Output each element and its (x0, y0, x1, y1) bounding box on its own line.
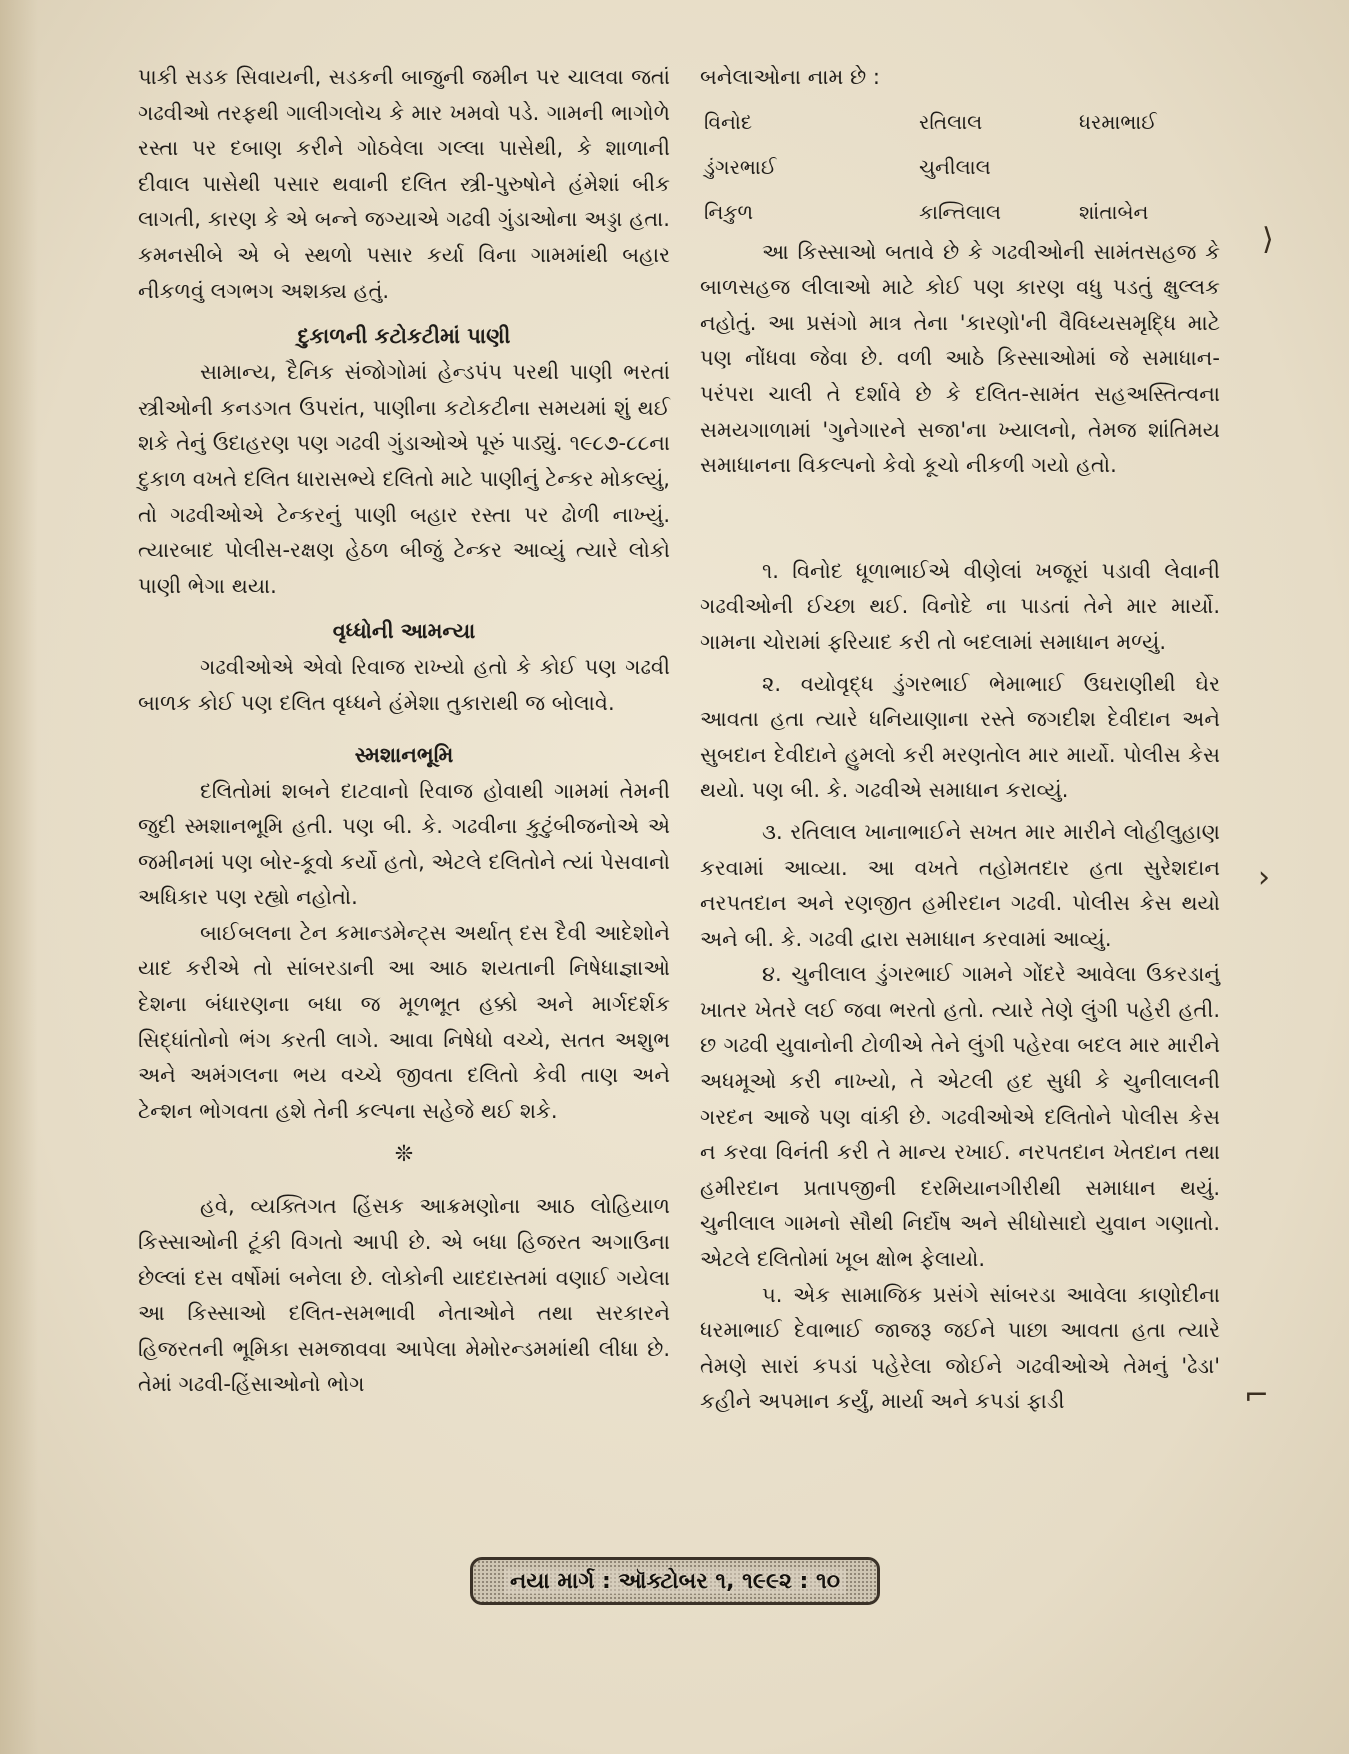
page-edge-shadow (0, 0, 38, 1754)
case-3: ૩. રતિલાલ ખાનાભાઈને સખત માર મારીને લોહીલુહાણ કરવામાં આવ્યા. આ વખતે તહોમતદાર હતા સુરેશદાન નરપતદાન અને રણજીત હમીરદાન ગઢવી. પોલીસ કેસ થયો અને બી. કે. ગઢવી દ્વારા સમાધાન કરવામાં આવ્યું. (700, 819, 1220, 951)
paragraph: ગઢવીઓએ એવો રિવાજ રાખ્યો હતો કે કોઈ પણ ગઢવી બાળક કોઈ પણ દલિત વૃધ્ધને હંમેશા તુકારાથી જ બોલાવે. (138, 655, 670, 715)
victim-name: ધરમાભાઈ (1079, 109, 1157, 134)
paragraph: સામાન્ય, દૈનિક સંજોગોમાં હેન્ડપંપ પરથી પાણી ભરતાં સ્ત્રીઓની કનડગત ઉપરાંત, પાણીના કટોકટીના સમયમાં શું થઈ શકે તેનું ઉદાહરણ પણ ગઢવી ગુંડાઓએ પૂરું પાડ્યું. ૧૯૮૭-૮૮ના દુકાળ વખતે દલિત ધારાસભ્યે દલિતો માટે પાણીનું ટેન્કર મોકલ્યું, તો ગઢવીઓએ ટેન્કરનું પાણી બહાર રસ્તા પર ઢોળી નાખ્યું. ત્યારબાદ પોલીસ-રક્ષણ હેઠળ બીજું ટેન્કર આવ્યું ત્યારે લોકો પાણી ભેગા થયા. (138, 360, 670, 598)
victim-name: ચુનીલાલ (919, 154, 991, 179)
victim-name: કાન્તિલાલ (919, 199, 1001, 224)
margin-pencil-mark: ⟩ (1262, 222, 1274, 257)
section-heading-water: દુકાળની કટોકટીમાં પાણી (297, 324, 511, 349)
section-heading-cremation-ground: સ્મશાનભૂમિ (354, 742, 454, 767)
right-column (700, 60, 1220, 1420)
case-1: ૧. વિનોદ ધૂળાભાઈએ વીણેલાં ખજૂરાં પડાવી લેવાની ગઢવીઓની ઈચ્છા થઈ. વિનોદે ના પાડતાં તેને માર માર્યો. ગામના ચોરામાં ફરિયાદ કરી તો બદલામાં સમાધાન મળ્યું. (700, 558, 1220, 654)
left-column (138, 60, 670, 1403)
paragraph: હવે, વ્યક્તિગત હિંસક આક્રમણોના આઠ લોહિયાળ કિસ્સાઓની ટૂંકી વિગતો આપી છે. એ બધા હિજરત અગાઉના છેલ્લાં દસ વર્ષોમાં બનેલા છે. લોકોની યાદદાસ્તમાં વણાઈ ગયેલા આ કિસ્સાઓ દલિત-સમભાવી નેતાઓને તથા સરકારને હિજરતની ભૂમિકા સમજાવવા આપેલા મેમોરન્ડમમાંથી લીધા છે. તેમાં ગઢવી-હિંસાઓનો ભોગ (138, 1194, 670, 1397)
margin-pencil-mark: › (1258, 860, 1270, 895)
section-divider-star-icon: ❊ (394, 1142, 414, 1168)
paragraph: આ કિસ્સાઓ બતાવે છે કે ગઢવીઓની સામંતસહજ કે બાળસહજ લીલાઓ માટે કોઈ પણ કારણ વધુ પડતું ક્ષુલ્લક નહોતું. આ પ્રસંગો માત્ર તેના 'કારણો'ની વૈવિધ્યસમૃદ્ધિ માટે પણ નોંધવા જેવા છે. વળી આઠે કિસ્સાઓમાં જે સમાધાન-પરંપરા ચાલી તે દર્શાવે છે કે દલિત-સામંત સહઅસ્તિત્વના સમયગાળામાં 'ગુનેગારને સજા'ના ખ્યાલનો, તેમજ શાંતિમય સમાધાનના વિકલ્પનો કેવો કૂચો નીકળી ગયો હતો. (700, 239, 1220, 478)
footer-page-label (470, 1557, 880, 1605)
margin-pencil-mark: ⌐ (1244, 1378, 1270, 1413)
victim-name: રતિલાલ (919, 109, 983, 134)
paragraph: દલિતોમાં શબને દાટવાનો રિવાજ હોવાથી ગામમાં તેમની જુદી સ્મશાનભૂમિ હતી. પણ બી. કે. ગઢવીના કુટુંબીજનોએ એ જમીનમાં પણ બોર-કૂવો કર્યો હતો, એટલે દલિતોને ત્યાં પેસવાનો અધિકાર પણ રહ્યો નહોતો. (138, 778, 670, 910)
paragraph: બાઈબલના ટેન કમાન્ડમેન્ટ્સ અર્થાત્ દસ દૈવી આદેશોને યાદ કરીએ તો સાંબરડાની આ આઠ શયતાની નિષેધાજ્ઞાઓ દેશના બંધારણના બધા જ મૂળભૂત હક્કો અને માર્ગદર્શક સિદ્ધાંતોનો ભંગ કરતી લાગે. આવા નિષેધો વચ્ચે, સતત અશુભ અને અમંગલના ભય વચ્ચે જીવતા દલિતો કેવી તાણ અને ટેન્શન ભોગવતા હશે તેની કલ્પના સહેજે થઈ શકે. (138, 920, 670, 1123)
paragraph: પાકી સડક સિવાયની, સડકની બાજુની જમીન પર ચાલવા જતાં ગઢવીઓ તરફથી ગાલીગલોચ કે માર ખમવો પડે. ગામની ભાગોળે રસ્તા પર દબાણ કરીને ગોઠવેલા ગલ્લા પાસેથી, કે શાળાની દીવાલ પાસેથી પસાર થવાની દલિત સ્ત્રી-પુરુષોને હંમેશાં બીક લાગતી, કારણ કે એ બન્ને જગ્યાએ ગઢવી ગુંડાઓના અડ્ડા હતા. કમનસીબે એ બે સ્થળો પસાર કર્યા વિના ગામમાંથી બહાર નીકળવું લગભગ અશક્ય હતું. (138, 65, 670, 303)
victim-name: શાંતાબેન (1079, 199, 1149, 224)
case-4: ૪. ચુનીલાલ ડુંગરભાઈ ગામને ગોંદરે આવેલા ઉકરડાનું ખાતર ખેતરે લઈ જવા ભરતો હતો. ત્યારે તેણે લુંગી પહેરી હતી. છ ગઢવી યુવાનોની ટોળીએ તેને લુંગી પહેરવા બદલ માર મારીને અધમૂઓ કરી નાખ્યો, તે એટલી હદ સુધી કે ચુનીલાલની ગરદન આજે પણ વાંકી છે. ગઢવીઓએ દલિતોને પોલીસ કેસ ન કરવા વિનંતી કરી તે માન્ય રખાઈ. નરપતદાન ખેતદાન તથા હમીરદાન પ્રતાપજીની દરમિયાનગીરીથી સમાધાન થયું. ચુનીલાલ ગામનો સૌથી નિર્દોષ અને સીધોસાદો યુવાન ગણાતો. એટલે દલિતોમાં ખૂબ ક્ષોભ ફેલાયો. (700, 962, 1220, 1272)
case-2: ૨. વયોવૃદ્ધ ડુંગરભાઈ ભેમાભાઈ ઉઘરાણીથી ઘેર આવતા હતા ત્યારે ધનિયાણાના રસ્તે જગદીશ દેવીદાન અને સુબદાન દેવીદાને હુમલો કરી મરણતોલ માર માર્યો. પોલીસ કેસ થયો. પણ બી. કે. ગઢવીએ સમાધાન કરાવ્યું. (700, 671, 1220, 803)
victim-name (1079, 145, 1224, 190)
section-heading-elders: વૃધ્ધોની આમન્યા (332, 619, 476, 644)
spacer (700, 484, 1220, 554)
case-5: ૫. એક સામાજિક પ્રસંગે સાંબરડા આવેલા કાણોદીના ધરમાભાઈ દેવાભાઈ જાજરૂ જઈને પાછા આવતા હતા ત્યારે તેમણે સારાં કપડાં પહેરેલા જોઈને ગઢવીઓએ તેમનું 'ઢેડા' કહીને અપમાન કર્યું, માર્યા અને કપડાં ફાડી (700, 1282, 1220, 1414)
names-intro: બનેલાઓના નામ છે : (700, 65, 880, 89)
victim-name: ડુંગરભાઈ (704, 154, 777, 179)
footer-text: નયા માર્ગ : ઑક્ટોબર ૧, ૧૯૯૨ : ૧૦ (504, 1569, 846, 1594)
victim-name: વિનોદ (704, 109, 753, 134)
victim-names-list (704, 100, 1220, 235)
victim-name: નિકુળ (704, 199, 754, 224)
